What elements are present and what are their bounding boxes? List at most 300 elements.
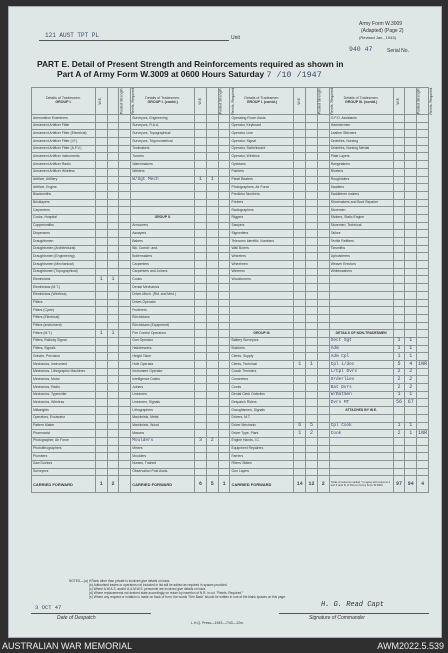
trade-label: Electricians (M.T.) xyxy=(32,284,96,292)
posted-value xyxy=(206,414,218,422)
posted-value xyxy=(306,322,318,330)
trade-label: Plumbers xyxy=(32,453,96,461)
reinf-value xyxy=(317,184,329,192)
we-value: 1 xyxy=(393,337,405,345)
we-value xyxy=(294,122,306,130)
posted-value xyxy=(306,376,318,384)
reinf-value xyxy=(417,199,429,207)
reinf-value xyxy=(218,330,230,338)
trade-label: Gun Operator xyxy=(131,337,195,345)
we-value xyxy=(95,222,107,230)
reinf-value xyxy=(417,261,429,269)
we-value xyxy=(294,261,306,269)
we-value xyxy=(95,291,107,299)
we-value xyxy=(95,437,107,445)
we-value xyxy=(195,214,207,222)
posted-value xyxy=(405,299,417,307)
total-reinf: 2 xyxy=(317,476,329,493)
posted-value xyxy=(107,345,119,353)
trade-label xyxy=(131,184,195,192)
we-value xyxy=(195,384,207,392)
reinf-value xyxy=(119,376,131,384)
reinf-value xyxy=(417,115,429,123)
we-value xyxy=(393,314,405,322)
trade-label: Linesmen xyxy=(131,391,195,399)
trade-label: Orderlies, Nursing xyxy=(329,138,393,146)
posted-value xyxy=(206,230,218,238)
posted-value xyxy=(107,407,119,415)
we-value: 56 xyxy=(393,399,405,407)
table-row xyxy=(32,261,429,269)
reinf-value: 1NR xyxy=(418,360,428,367)
reinf-value xyxy=(317,276,329,284)
reinf-value xyxy=(417,437,429,445)
table-row xyxy=(32,138,429,146)
posted-value: 1 xyxy=(405,422,417,430)
we-value xyxy=(195,284,207,292)
we-value xyxy=(393,199,405,207)
reinf-value xyxy=(317,222,329,230)
reinf-value xyxy=(317,345,329,353)
we-value xyxy=(393,460,405,468)
posted-value xyxy=(306,368,318,376)
reinf-value xyxy=(417,460,429,468)
posted-value xyxy=(405,199,417,207)
trade-label: Leather Stitchers xyxy=(329,130,393,138)
we-value xyxy=(195,460,207,468)
we-value xyxy=(393,161,405,169)
table-row xyxy=(32,384,429,392)
trade-label: Farriers xyxy=(230,453,294,461)
we-value xyxy=(95,299,107,307)
reinf-value xyxy=(119,414,131,422)
we-value xyxy=(195,322,207,330)
reinf-value xyxy=(417,468,429,476)
reinf-value xyxy=(218,122,230,130)
reinf-value xyxy=(417,191,429,199)
reinf-value xyxy=(317,430,329,438)
posted-value xyxy=(206,253,218,261)
we-value xyxy=(393,453,405,461)
trade-label: Electricians xyxy=(32,276,96,284)
posted-value xyxy=(405,276,417,284)
reinf-value xyxy=(218,345,230,353)
posted-value xyxy=(306,330,318,338)
posted-value xyxy=(206,284,218,292)
we-value xyxy=(294,453,306,461)
trade-label: Pattern Maker xyxy=(32,422,96,430)
posted-value: 1 xyxy=(206,176,218,184)
reinf-value xyxy=(417,153,429,161)
we-value xyxy=(195,399,207,407)
reinf-value xyxy=(317,337,329,345)
reinf-value xyxy=(218,376,230,384)
we-value xyxy=(294,176,306,184)
table-row xyxy=(32,399,429,407)
trade-label: Orderlies, Nursing Mental xyxy=(329,145,393,153)
total-posted: 12 xyxy=(306,476,318,493)
trade-label: Lithographers xyxy=(131,407,195,415)
trade-label: Draughtsmen, Signals xyxy=(230,407,294,415)
table-row xyxy=(32,445,429,453)
posted-value xyxy=(405,314,417,322)
trade-label: Surveyors xyxy=(32,468,96,476)
trade-label: ATTACHED BY W.E. xyxy=(329,407,393,415)
trade-label: Sect Sgt xyxy=(329,337,393,345)
posted-value xyxy=(306,191,318,199)
trade-label: Machinists, Metal xyxy=(131,414,195,422)
trade-label: Operators, Excavator xyxy=(32,414,96,422)
posted-value xyxy=(405,238,417,246)
trade-label: Stokers, Static Engine xyxy=(329,214,393,222)
we-value xyxy=(95,453,107,461)
table-row xyxy=(32,153,429,161)
reinf-value xyxy=(218,460,230,468)
we-value xyxy=(294,399,306,407)
table-row xyxy=(32,130,429,138)
reinf-value xyxy=(119,368,131,376)
reinf-value xyxy=(218,207,230,215)
we-value xyxy=(195,468,207,476)
trade-label: Storemen xyxy=(329,207,393,215)
trade-label: Observation Post Assts. xyxy=(131,468,195,476)
reinf-value xyxy=(317,422,329,430)
posted-value xyxy=(107,253,119,261)
reinf-value xyxy=(119,468,131,476)
reinf-value xyxy=(218,245,230,253)
reinf-value xyxy=(417,384,429,392)
reinf-value xyxy=(417,322,429,330)
we-value xyxy=(95,337,107,345)
trade-label: Mechanics, Lithographic Machines xyxy=(32,368,96,376)
reinf-value xyxy=(218,199,230,207)
we-value xyxy=(195,407,207,415)
reinf-value xyxy=(119,145,131,153)
posted-value xyxy=(107,322,119,330)
we-value xyxy=(294,268,306,276)
posted-value xyxy=(405,176,417,184)
posted-value xyxy=(405,222,417,230)
trade-label: Gun Layers xyxy=(230,468,294,476)
posted-value xyxy=(206,368,218,376)
reinf-value xyxy=(417,130,429,138)
reinf-value xyxy=(417,368,429,376)
trade-label: Welders xyxy=(131,168,195,176)
reinf-value xyxy=(317,445,329,453)
we-value xyxy=(294,391,306,399)
reinf-value xyxy=(317,284,329,292)
reinf-value xyxy=(317,253,329,261)
table-row xyxy=(32,345,429,353)
trade-label xyxy=(230,322,294,330)
posted-value: 2 xyxy=(306,430,318,438)
we-value: 1 xyxy=(294,430,306,438)
we-value: 2 xyxy=(393,384,405,392)
posted-value xyxy=(206,314,218,322)
trade-label: Printers xyxy=(230,199,294,207)
we-value xyxy=(95,460,107,468)
table-row xyxy=(32,376,429,384)
posted-value xyxy=(107,460,119,468)
trade-label xyxy=(329,468,393,476)
trade-label: Weaver Erectors xyxy=(329,261,393,269)
reinf-value xyxy=(317,437,329,445)
trade-label: Battery Surveyors xyxy=(230,337,294,345)
posted-value xyxy=(306,391,318,399)
we-value xyxy=(195,430,207,438)
trade-label: Fitters' Mates xyxy=(230,460,294,468)
reinf-value xyxy=(119,445,131,453)
reinf-value xyxy=(317,353,329,361)
posted-value xyxy=(206,199,218,207)
reinf-value xyxy=(417,307,429,315)
reinf-value xyxy=(119,207,131,215)
reinf-value xyxy=(317,391,329,399)
reinf-value xyxy=(317,453,329,461)
trade-label: Draughtsmen (Topographical) xyxy=(32,268,96,276)
posted-value xyxy=(206,184,218,192)
trade-label: Operator, Wireless xyxy=(230,153,294,161)
total-posted: 2 xyxy=(107,476,119,493)
table-row xyxy=(32,299,429,307)
reinf-value xyxy=(417,314,429,322)
we-value: 1 xyxy=(95,276,107,284)
we-value xyxy=(393,268,405,276)
we-value xyxy=(393,191,405,199)
reinf-value xyxy=(119,138,131,146)
we-value xyxy=(294,330,306,338)
trade-label: Driver Type, Plant xyxy=(230,430,294,438)
we-value xyxy=(294,207,306,215)
posted-value xyxy=(107,176,119,184)
trade-label: Wheelers xyxy=(230,253,294,261)
caption-right: AWM2022.5.539 xyxy=(377,641,444,651)
trade-label: Armament Artificer Fitter xyxy=(32,122,96,130)
reinf-value xyxy=(317,268,329,276)
trade-label: Fitters, Signals xyxy=(32,345,96,353)
reinf-value xyxy=(417,238,429,246)
reinf-value xyxy=(417,184,429,192)
posted-value xyxy=(306,345,318,353)
posted-value xyxy=(206,222,218,230)
we-value xyxy=(195,222,207,230)
posted-value xyxy=(206,115,218,123)
reinf-value xyxy=(218,214,230,222)
we-value xyxy=(95,430,107,438)
trade-label: Bakers xyxy=(131,238,195,246)
we-value xyxy=(195,184,207,192)
trade-label: Armament Artificer Fitter (A.F.V.) xyxy=(32,145,96,153)
trade-label: Orderlies xyxy=(329,376,393,384)
trade-label: Riveters xyxy=(329,168,393,176)
trade-label: Cook xyxy=(329,430,393,438)
we-value xyxy=(294,168,306,176)
posted-value xyxy=(107,184,119,192)
posted-value xyxy=(405,261,417,269)
trade-label: Turners xyxy=(131,153,195,161)
posted-value xyxy=(206,307,218,315)
posted-value xyxy=(206,330,218,338)
trade-label xyxy=(230,284,294,292)
note-d: (d) Where replacements not desired state accordingly on return by insertion of N.R. in col. "Reinfs. Required." xyxy=(89,591,244,595)
we-value xyxy=(393,284,405,292)
reinf-value xyxy=(119,299,131,307)
we-value xyxy=(294,322,306,330)
reinf-value xyxy=(317,199,329,207)
table-row xyxy=(32,322,429,330)
trade-label: Mechanics, Wireless xyxy=(32,399,96,407)
total-reinf xyxy=(119,476,131,493)
table-row xyxy=(32,407,429,415)
strength-table xyxy=(31,87,434,493)
note-e: (e) Where any request or notation is made on back of form, the words "See Back" should be written in one of the blank spaces on this page. xyxy=(89,595,286,599)
note-a: NOTES.—(a) If Rank other than private is involved give details on back. xyxy=(69,579,171,583)
posted-value xyxy=(405,284,417,292)
we-value xyxy=(95,368,107,376)
posted-value xyxy=(107,168,119,176)
signature-label: Signature of Commander xyxy=(309,615,365,621)
trade-label: Draughtsmen (Engineering) xyxy=(32,253,96,261)
reinf-value xyxy=(119,261,131,269)
we-value xyxy=(95,345,107,353)
posted-value xyxy=(306,230,318,238)
trade-label: W/Batmen xyxy=(329,391,393,399)
trade-label: Sawyers xyxy=(230,222,294,230)
reinf-value xyxy=(119,322,131,330)
posted-value xyxy=(107,214,119,222)
title-line2: Part A of Army Form W.3009 at 0600 Hours Saturday xyxy=(57,69,265,79)
we-value xyxy=(195,330,207,338)
reinf-value xyxy=(119,268,131,276)
posted-value: 2 xyxy=(405,384,417,392)
reinf-value xyxy=(218,191,230,199)
posted-value xyxy=(206,207,218,215)
reinf-value xyxy=(119,307,131,315)
table-row xyxy=(32,284,429,292)
reinf-value xyxy=(417,299,429,307)
we-value xyxy=(195,453,207,461)
trade-label: Saddlers xyxy=(329,184,393,192)
table-row xyxy=(32,207,429,215)
we-value xyxy=(95,361,107,369)
posted-value xyxy=(107,384,119,392)
reinf-value: 1NR xyxy=(418,429,428,436)
reinf-value xyxy=(218,368,230,376)
posted-value xyxy=(405,184,417,192)
posted-value xyxy=(206,399,218,407)
reinf-value xyxy=(317,214,329,222)
we-value xyxy=(95,284,107,292)
table-row xyxy=(32,291,429,299)
trade-label: Despatch Riders xyxy=(230,399,294,407)
trade-label: Artificer, Artillery xyxy=(32,176,96,184)
we-value: 2 xyxy=(393,430,405,438)
posted-value: 1 xyxy=(405,353,417,361)
trade-label: Fire Control Operators xyxy=(131,330,195,338)
we-value xyxy=(294,384,306,392)
reinf-value xyxy=(417,422,429,430)
posted-value: 67 xyxy=(405,399,417,407)
trade-label: Driver-Operator xyxy=(131,299,195,307)
trade-label: Intelligence Duties xyxy=(131,376,195,384)
posted-value xyxy=(107,115,119,123)
posted-value xyxy=(206,268,218,276)
we-value xyxy=(294,161,306,169)
posted-value xyxy=(206,276,218,284)
posted-value: 2 xyxy=(206,437,218,445)
we-value: 6 xyxy=(294,422,306,430)
reinf-value xyxy=(218,230,230,238)
trade-label: Operator, Switchboard xyxy=(230,145,294,153)
table-row xyxy=(32,199,429,207)
reinf-value xyxy=(119,453,131,461)
we-value xyxy=(195,130,207,138)
total-we: 1 xyxy=(95,476,107,493)
posted-value xyxy=(306,168,318,176)
we-value: 1 xyxy=(95,330,107,338)
we-value xyxy=(294,115,306,123)
posted-value xyxy=(206,430,218,438)
trade-label: Fitters (M.T.) xyxy=(32,330,96,338)
reinf-value xyxy=(218,184,230,192)
trade-label: Dispensers xyxy=(32,230,96,238)
trade-label: Coach Trimmers xyxy=(230,368,294,376)
posted-value xyxy=(306,130,318,138)
reinf-value xyxy=(119,153,131,161)
posted-value xyxy=(107,453,119,461)
we-value xyxy=(195,207,207,215)
we-value xyxy=(393,299,405,307)
trade-label: Tinsmiths xyxy=(329,245,393,253)
posted-value xyxy=(405,460,417,468)
we-value xyxy=(95,261,107,269)
we-value xyxy=(393,307,405,315)
reinf-value xyxy=(119,115,131,123)
reinf-value xyxy=(119,391,131,399)
we-value xyxy=(195,299,207,307)
we-value xyxy=(95,314,107,322)
posted-value: 1 xyxy=(405,430,417,438)
trade-label: Draughtsmen xyxy=(32,238,96,246)
reinf-value xyxy=(317,460,329,468)
reinf-value xyxy=(317,191,329,199)
we-value xyxy=(195,261,207,269)
posted-value xyxy=(405,153,417,161)
we-value xyxy=(393,276,405,284)
posted-value xyxy=(107,376,119,384)
posted-value xyxy=(206,422,218,430)
table-row xyxy=(32,414,429,422)
trade-label: Pharmacist xyxy=(32,430,96,438)
posted-value xyxy=(107,230,119,238)
trade-label: Roughriders xyxy=(329,176,393,184)
trade-label: Butchers xyxy=(230,345,294,353)
posted-value: 2 xyxy=(405,376,417,384)
part-label: PART E. xyxy=(37,59,70,69)
reinf-value xyxy=(218,153,230,161)
posted-value xyxy=(206,238,218,246)
posted-value xyxy=(206,391,218,399)
reinf-value xyxy=(218,414,230,422)
posted-value xyxy=(206,361,218,369)
posted-value xyxy=(306,207,318,215)
we-value xyxy=(294,230,306,238)
reinf-value xyxy=(119,238,131,246)
reinf-value xyxy=(119,168,131,176)
we-value xyxy=(95,176,107,184)
table-row xyxy=(32,430,429,438)
posted-value xyxy=(306,414,318,422)
